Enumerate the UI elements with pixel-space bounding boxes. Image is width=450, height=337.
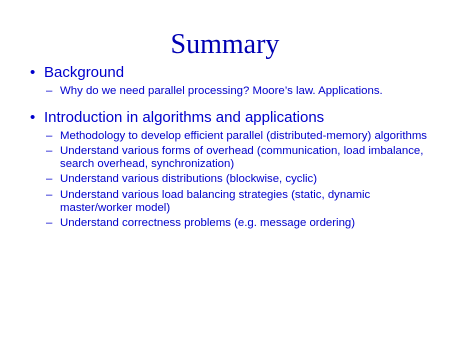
slide-title: Summary	[170, 29, 280, 60]
section-introduction	[30, 109, 440, 230]
sub-item	[30, 173, 440, 186]
sub-item-text: Understand correctness problems (e.g. message ordering)	[60, 217, 356, 230]
bullet-heading: Introduction in algorithms and applications	[44, 108, 325, 126]
section-background	[30, 64, 440, 98]
dash-icon: –	[46, 145, 53, 158]
dash-icon: –	[46, 173, 53, 186]
dash-icon: –	[46, 129, 53, 142]
bullet-icon: •	[30, 108, 36, 126]
sub-list	[30, 130, 440, 230]
bullet-heading: Background	[44, 64, 125, 81]
slide-content	[30, 64, 440, 233]
bullet-icon: •	[30, 64, 36, 81]
dash-icon: –	[46, 85, 53, 97]
sub-item	[30, 145, 440, 170]
dash-icon: –	[46, 217, 53, 230]
bullet-item	[30, 109, 440, 127]
sub-item-text: Understand various distributions (blockwise, cyclic)	[60, 173, 318, 186]
sub-item	[30, 85, 440, 98]
sub-item	[30, 217, 440, 230]
sub-item	[30, 189, 440, 214]
sub-item-text: Why do we need parallel processing? Moore’s law. Applications.	[60, 85, 383, 97]
sub-item-text: Understand various forms of overhead (communication, load imbalance, search overhead, synchronization)	[60, 145, 424, 170]
sub-item	[30, 130, 440, 143]
bullet-item	[30, 64, 440, 82]
dash-icon: –	[46, 188, 53, 201]
sub-item-text: Understand various load balancing strategies (static, dynamic master/worker model)	[60, 188, 371, 214]
sub-item-text: Methodology to develop efficient parallel (distributed-memory) algorithms	[60, 129, 427, 142]
sub-list	[30, 85, 440, 98]
